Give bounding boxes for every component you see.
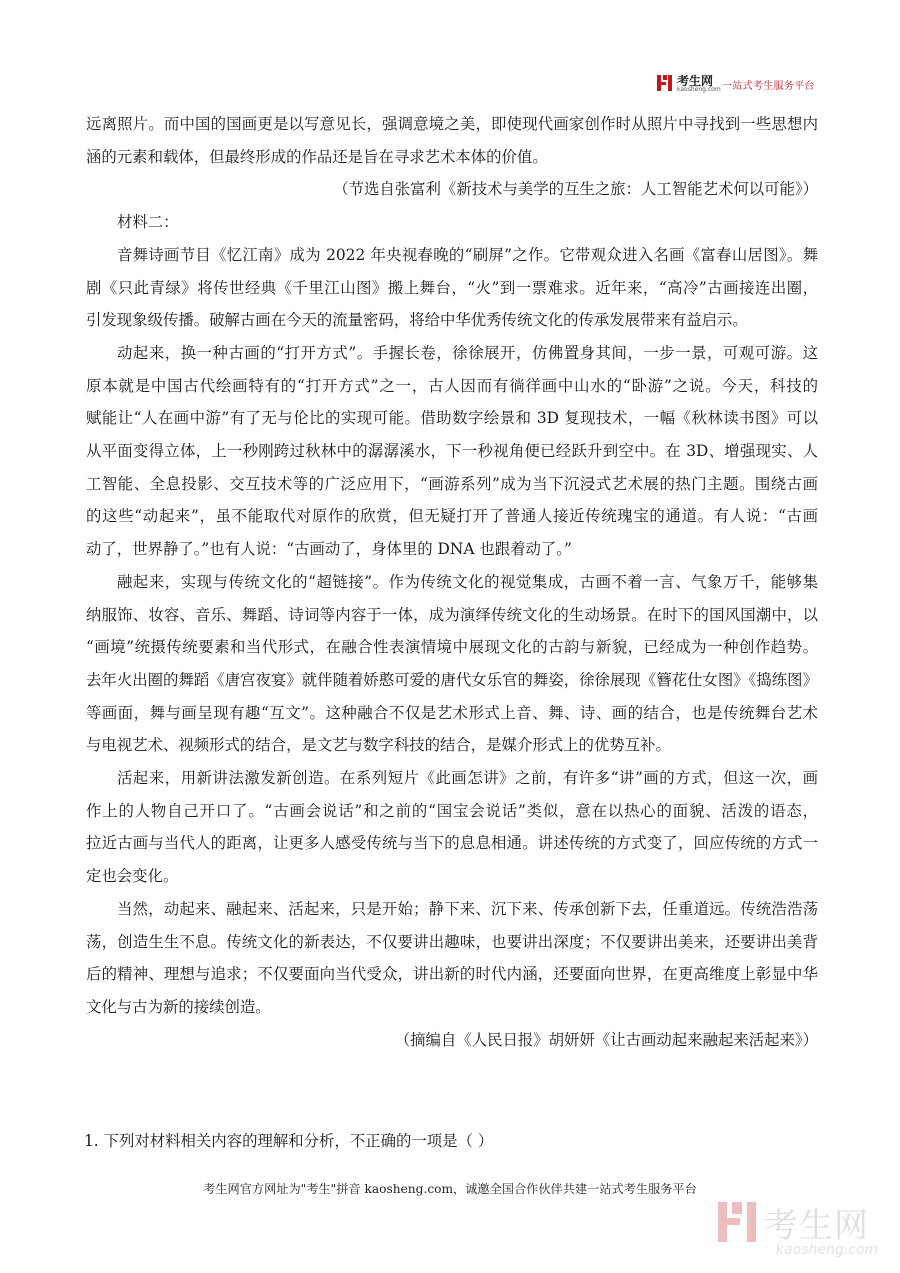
header-slogan: 一站式考生服务平台 xyxy=(722,81,815,92)
watermark-logo-icon xyxy=(716,1200,760,1244)
text-line: 剧《只此青绿》将传世经典《千里江山图》搬上舞台，“火”到一票难求。近年来，“高冷”古画接连出圈， xyxy=(86,278,818,297)
text-line: 动了，世界静了。”也有人说：“古画动了，身体里的 DNA 也跟着动了。” xyxy=(86,540,572,559)
text-line: 等画面，舞与画呈现有趣“互文”。这种融合不仅是艺术形式上音、舞、诗、画的结合，也是传统舞台艺术 xyxy=(86,703,818,722)
text-line: 动起来，换一种古画的“打开方式”。手握长卷，徐徐展开，仿佛置身其间，一步一景，可观可游。这 xyxy=(117,343,818,362)
text-line: 作上的人物自己开口了。“古画会说话”和之前的“国宝会说话”类似，意在以热心的面貌、活泼的语态， xyxy=(86,801,818,820)
text-line: 当然，动起来、融起来、活起来，只是开始；静下来、沉下来、传承创新下去，任重道远。传统浩浩荡 xyxy=(117,899,818,918)
question-1: 1. 下列对材料相关内容的理解和分析，不正确的一项是（ ） xyxy=(84,1132,494,1150)
text-line: “画境”统摄传统要素和当代形式，在融合性表演情境中展现文化的古韵与新貌，已经成为一种创作趋势。 xyxy=(86,638,818,657)
watermark xyxy=(716,1196,896,1266)
header-brand: 考生网 xyxy=(677,74,714,88)
text-line: 活起来，用新讲法激发新创造。在系列短片《此画怎讲》之前，有许多“讲”画的方式，但这一次，画 xyxy=(117,769,818,788)
page-footer: 考生网官方网址为"考生"拼音 kaosheng.com，诚邀全国合作伙伴共建一站式考生服务平台 xyxy=(203,1182,697,1196)
text-line: 与电视艺术、视频形式的结合，是文艺与数字科技的结合，是媒介形式上的优势互补。 xyxy=(86,736,671,755)
text-line: 荡，创造生生不息。传统文化的新表达，不仅要讲出趣味，也要讲出深度；不仅要讲出美来，还要讲出美背 xyxy=(86,932,818,951)
section-heading: 材料二： xyxy=(117,213,179,232)
text-line: 后的精神、理想与追求；不仅要面向当代受众，讲出新的时代内涵，还要面向世界，在更高维度上彰显中华 xyxy=(86,965,818,984)
header-domain: kaosheng.com xyxy=(677,86,721,93)
text-line: 定也会变化。 xyxy=(86,867,179,886)
text-line: 工智能、全息投影、交互技术等的广泛应用下，“画游系列”成为当下沉浸式艺术展的热门主题。围绕古画 xyxy=(86,474,818,493)
text-line: 引发现象级传播。破解古画在今天的流量密码，将给中华优秀传统文化的传承发展带来有益启示。 xyxy=(86,311,748,330)
text-line: 原本就是中国古代绘画特有的“打开方式”之一，古人因而有徜徉画中山水的“卧游”之说。今天，科技的 xyxy=(86,376,818,395)
header-logo[interactable] xyxy=(656,74,826,96)
text-line: 去年火出圈的舞蹈《唐宫夜宴》就伴随着娇憨可爱的唐代女乐官的舞姿，徐徐展现《簪花仕女图》《捣练图》 xyxy=(86,670,818,689)
text-line: 融起来，实现与传统文化的“超链接”。作为传统文化的视觉集成，古画不着一言、气象万千，能够集 xyxy=(117,572,818,591)
text-line: 音舞诗画节目《忆江南》成为 2022 年央视春晚的“刷屏”之作。它带观众进入名画《富春山居图》。舞 xyxy=(117,245,818,264)
watermark-url: kaosheng.com xyxy=(776,1242,879,1258)
kaosheng-logo-icon xyxy=(656,74,674,92)
source-citation: （节选自张富利《新技术与美学的互生之旅：人工智能艺术何以可能》） xyxy=(333,180,818,199)
source-citation: （摘编自《人民日报》胡妍妍《让古画动起来融起来活起来》） xyxy=(394,1030,818,1049)
text-line: 的这些“动起来”，虽不能取代对原作的欣赏，但无疑打开了普通人接近传统瑰宝的通道。有人说：“古画 xyxy=(86,507,818,526)
text-line: 文化与古为新的接续创造。 xyxy=(86,997,271,1016)
text-line: 纳服饰、妆容、音乐、舞蹈、诗词等内容于一体，成为演绎传统文化的生动场景。在时下的国风国潮中，以 xyxy=(86,605,818,624)
text-line: 拉近古画与当代人的距离，让更多人感受传统与当下的息息相通。讲述传统的方式变了，回应传统的方式一 xyxy=(86,834,818,853)
article-body xyxy=(86,108,818,1056)
watermark-text: 考生网 xyxy=(764,1206,869,1246)
text-line: 涵的元素和载体，但最终形成的作品还是旨在寻求艺术本体的价值。 xyxy=(86,147,548,166)
text-line: 从平面变得立体，上一秒刚跨过秋林中的潺潺溪水，下一秒视角便已经跃升到空中。在 3D、增强现实、人 xyxy=(86,442,818,461)
text-line: 赋能让“人在画中游”有了无与伦比的实现可能。借助数字绘景和 3D 复现技术，一幅《秋林读书图》可以 xyxy=(86,409,818,428)
text-line: 远离照片。而中国的国画更是以写意见长，强调意境之美，即使现代画家创作时从照片中寻找到一些思想内 xyxy=(86,115,818,133)
